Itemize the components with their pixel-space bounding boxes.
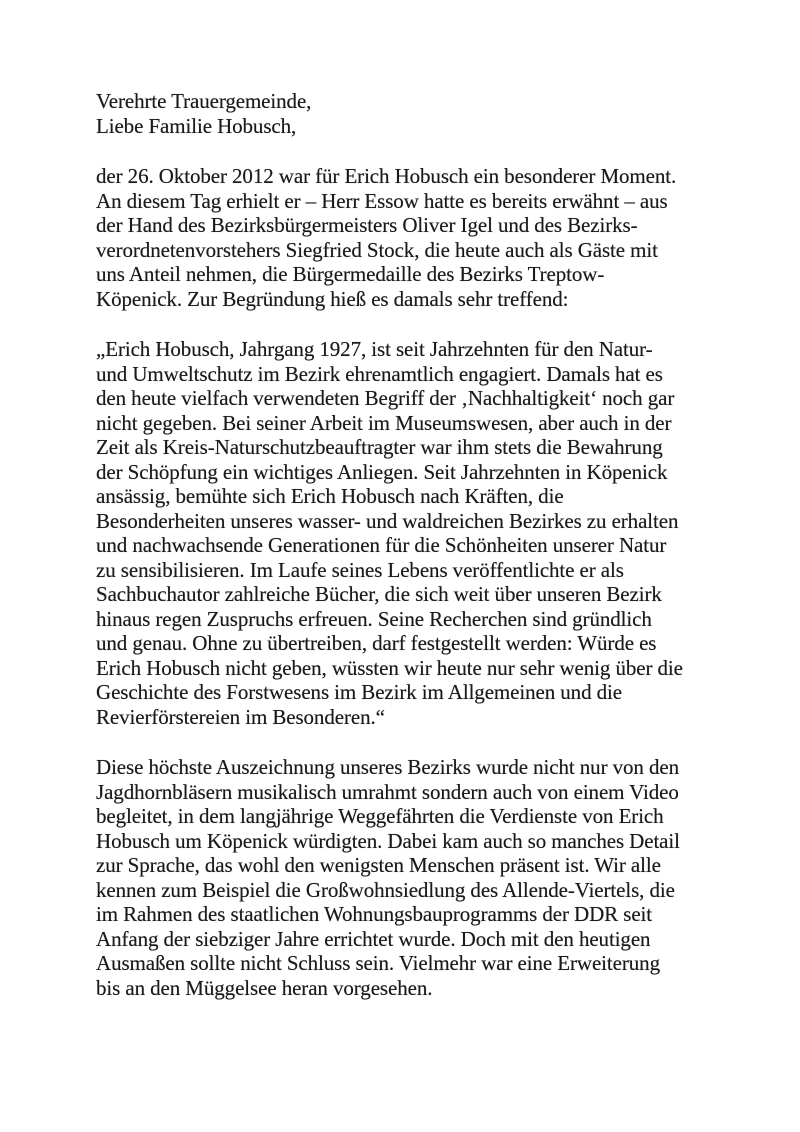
text-line: und Umweltschutz im Bezirk ehrenamtlich engagiert. Damals hat es xyxy=(96,361,663,386)
text-line: der 26. Oktober 2012 war für Erich Hobusch ein besonderer Moment. xyxy=(96,164,677,188)
paragraph-salutation xyxy=(96,89,746,138)
text-line: ansässig, bemühte sich Erich Hobusch nach Kräften, die xyxy=(96,484,564,508)
text-line: An diesem Tag erhielt er – Herr Essow hatte es bereits erwähnt – aus xyxy=(96,188,668,213)
text-line: im Rahmen des staatlichen Wohnungsbauprogramms der DDR seit xyxy=(96,902,653,926)
text-line: Ausmaßen sollte nicht Schluss sein. Vielmehr war eine Erweiterung xyxy=(96,951,660,975)
paragraph-tribute-video xyxy=(96,755,746,1000)
text-line: „Erich Hobusch, Jahrgang 1927, ist seit Jahrzehnten für den Natur- xyxy=(96,337,653,361)
text-line: Geschichte des Forstwesens im Bezirk im Allgemeinen und die xyxy=(96,680,622,704)
text-line: Anfang der siebziger Jahre errichtet wurde. Doch mit den heutigen xyxy=(96,926,651,951)
text-line: Zeit als Kreis-Naturschutzbeauftragter war ihm stets die Bewahrung xyxy=(96,435,663,459)
text-line: und genau. Ohne zu übertreiben, darf festgestellt werden: Würde es xyxy=(96,631,657,655)
text-line: Erich Hobusch nicht geben, wüssten wir heute nur sehr wenig über die xyxy=(96,655,683,680)
paragraph-award-day xyxy=(96,164,746,311)
text-line: kennen zum Beispiel die Großwohnsiedlung des Allende-Viertels, die xyxy=(96,877,675,902)
paragraph-citation-quote xyxy=(96,337,746,729)
text-line: der Schöpfung ein wichtiges Anliegen. Seit Jahrzehnten in Köpenick xyxy=(96,459,668,484)
text-line: verordnetenvorstehers Siegfried Stock, die heute auch als Gäste mit xyxy=(96,237,658,262)
text-line: hinaus regen Zuspruchs erfreuen. Seine Recherchen sind gründlich xyxy=(96,606,652,631)
text-line: Sachbuchautor zahlreiche Bücher, die sich weit über unseren Bezirk xyxy=(96,582,662,606)
text-line: Köpenick. Zur Begründung hieß es damals sehr treffend: xyxy=(96,286,569,311)
text-line: Jagdhornbläsern musikalisch umrahmt sondern auch von einem Video xyxy=(96,779,679,804)
text-line: Diese höchste Auszeichnung unseres Bezirks wurde nicht nur von den xyxy=(96,755,680,779)
text-line: und nachwachsende Generationen für die Schönheiten unserer Natur xyxy=(96,533,667,557)
text-line: zu sensibilisieren. Im Laufe seines Lebens veröffentlichte er als xyxy=(96,557,624,582)
eulogy-text-block xyxy=(96,89,746,1000)
text-line: der Hand des Bezirksbürgermeisters Oliver Igel und des Bezirks- xyxy=(96,213,638,237)
text-line: zur Sprache, das wohl den wenigsten Menschen präsent ist. Wir alle xyxy=(96,853,661,877)
text-line: Verehrte Trauergemeinde, xyxy=(96,89,312,113)
text-line: Hobusch um Köpenick würdigten. Dabei kam auch so manches Detail xyxy=(96,828,680,853)
text-line: nicht gegeben. Bei seiner Arbeit im Museumswesen, aber auch in der xyxy=(96,410,672,435)
text-line: begleitet, in dem langjährige Weggefährten die Verdienste von Erich xyxy=(96,804,664,828)
text-line: uns Anteil nehmen, die Bürgermedaille des Bezirks Treptow- xyxy=(96,262,605,286)
text-line: bis an den Müggelsee heran vorgesehen. xyxy=(96,975,433,1000)
text-line: Revierförstereien im Besonderen.“ xyxy=(96,704,385,729)
text-line: den heute vielfach verwendeten Begriff der ‚Nachhaltigkeit‘ noch gar xyxy=(96,386,675,410)
text-line: Besonderheiten unseres wasser- und waldreichen Bezirkes zu erhalten xyxy=(96,508,679,533)
text-line: Liebe Familie Hobusch, xyxy=(96,113,297,138)
